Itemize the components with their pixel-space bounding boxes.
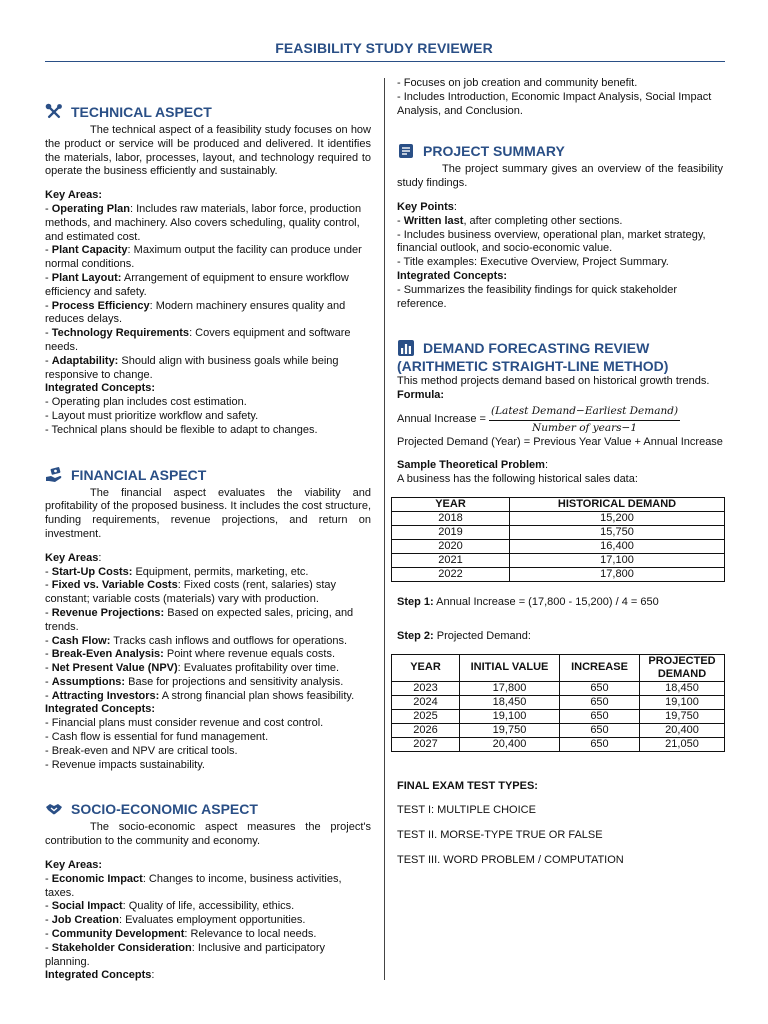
right-column	[397, 77, 723, 868]
table-header: INCREASE	[560, 654, 640, 681]
financial-key-area-item-term: Fixed vs. Variable Costs	[51, 579, 178, 592]
financial-key-area-item-text: Base for projections and sensitivity analysis.	[125, 675, 344, 688]
financial-key-area-item-text: Fixed costs (rent, salaries) stay constant; variable costs (materials) vary with production.	[45, 579, 337, 606]
projected-row	[392, 737, 725, 751]
table-cell: 650	[560, 709, 640, 723]
technical-key-area-item-term: Process Efficiency	[51, 299, 150, 312]
table-cell: 20,400	[460, 737, 560, 751]
financial-key-area-item-sep: :	[177, 662, 181, 675]
financial-integrated-item: - Cash flow is essential for fund management.	[45, 731, 269, 744]
socio-key-area-item-sep: :	[191, 941, 195, 954]
financial-key-areas-colon: :	[98, 551, 102, 564]
financial-key-area-item-text: A strong financial plan shows feasibility.	[159, 689, 355, 702]
socio-integrated-item: - Includes Introduction, Economic Impact Analysis, Social Impact Analysis, and Conclusion.	[397, 90, 712, 117]
technical-key-areas-label: Key Areas:	[45, 189, 103, 202]
summary-heading	[397, 142, 723, 160]
table-cell: 19,100	[640, 695, 725, 709]
document-icon	[397, 142, 415, 160]
historical-row	[392, 567, 725, 581]
table-cell: 2022	[392, 567, 510, 581]
summary-key-points-colon: :	[453, 200, 457, 213]
financial-key-area-item-term: Assumptions:	[51, 675, 126, 688]
socio-key-area-item-term: Economic Impact	[51, 872, 143, 885]
socio-key-area-item-term: Community Development	[51, 928, 185, 941]
technical-integrated-label: Integrated Concepts:	[45, 382, 156, 395]
formula-numerator: (Latest Demand−Earliest Demand)	[489, 405, 680, 421]
formula-label: Formula:	[397, 389, 445, 402]
socio-integrated-item: - Focuses on job creation and community benefit.	[397, 77, 638, 89]
exam-test-item: TEST I: MULTIPLE CHOICE	[397, 804, 536, 817]
financial-key-area-item: - Break-Even Analysis: Point where revenue equals costs.	[45, 648, 336, 661]
table-cell: 17,800	[460, 681, 560, 695]
socio-key-area-item: - Community Development: Relevance to local needs.	[45, 928, 317, 941]
handshake-icon	[45, 800, 63, 818]
socio-key-area-item-term: Social Impact	[51, 900, 123, 913]
technical-intro: The technical aspect of a feasibility study focuses on how the product or service will be produced and delivered. It identifies the materials, labor, processes, layout, and technology required to operate the business efficiently and sustainably.	[45, 124, 371, 178]
table-cell: 19,750	[460, 723, 560, 737]
table-cell: 2019	[392, 525, 510, 539]
socio-key-areas-label: Key Areas:	[45, 859, 103, 872]
sample-problem-text: A business has the following historical sales data:	[397, 473, 638, 486]
annual-increase-label: Annual Increase =	[397, 413, 486, 426]
summary-integrated-label: Integrated Concepts:	[397, 269, 508, 282]
socio-integrated-list	[397, 77, 723, 118]
historical-row	[392, 525, 725, 539]
step1-text: Annual Increase = (17,800 - 15,200) / 4 = 650	[433, 595, 659, 608]
financial-key-areas-label: Key Areas	[45, 551, 99, 564]
title-divider	[45, 61, 725, 62]
forecast-heading-line1: DEMAND FORECASTING REVIEW	[423, 340, 650, 357]
technical-heading	[45, 103, 371, 121]
financial-key-area-item: - Assumptions: Base for projections and sensitivity analysis.	[45, 675, 344, 688]
money-hand-icon	[45, 466, 63, 484]
historical-row	[392, 553, 725, 567]
technical-key-area-item: - Plant Capacity: Maximum output the facility can produce under normal conditions.	[45, 244, 362, 271]
financial-integrated-list	[45, 717, 371, 772]
exam-test-list	[397, 804, 723, 867]
table-cell: 650	[560, 723, 640, 737]
table-cell: 2027	[392, 737, 460, 751]
step2-text: Projected Demand:	[433, 629, 531, 642]
financial-key-area-item: - Net Present Value (NPV): Evaluates profitability over time.	[45, 662, 340, 675]
financial-key-area-item-text: Based on expected sales, pricing, and trends.	[45, 606, 354, 633]
sample-problem-colon: :	[544, 459, 548, 472]
technical-key-area-item-term: Adaptability:	[51, 354, 119, 367]
technical-key-area-item: - Plant Layout: Arrangement of equipment to ensure workflow efficiency and safety.	[45, 271, 349, 298]
table-cell: 21,050	[640, 737, 725, 751]
technical-key-area-item-text: Covers equipment and software needs.	[45, 327, 351, 353]
technical-key-area-item: - Technology Requirements: Covers equipment and software needs.	[45, 327, 351, 353]
historical-row	[392, 511, 725, 525]
step2-label: Step 2:	[397, 629, 434, 642]
table-cell: 650	[560, 737, 640, 751]
table-cell: 16,400	[510, 539, 725, 553]
socio-key-areas-list	[45, 873, 371, 970]
forecast-intro: This method projects demand based on historical growth trends.	[397, 375, 710, 388]
projected-demand-table	[391, 654, 725, 752]
financial-key-area-item-term: Attracting Investors:	[51, 689, 160, 702]
socio-heading	[45, 800, 371, 818]
table-cell: 20,400	[640, 723, 725, 737]
socio-key-area-item-sep: :	[142, 872, 146, 885]
socio-key-area-item-text: Evaluates employment opportunities.	[122, 914, 306, 927]
step1-label: Step 1:	[397, 595, 434, 608]
technical-key-area-item-term: Plant Layout:	[51, 271, 122, 284]
exam-test-item: TEST II. MORSE-TYPE TRUE OR FALSE	[397, 829, 603, 842]
exam-test-item: TEST III. WORD PROBLEM / COMPUTATION	[397, 853, 624, 866]
financial-key-area-item-sep: :	[177, 579, 181, 592]
technical-key-area-item-text: Maximum output the facility can produce under normal conditions.	[45, 244, 362, 271]
technical-key-area-item: - Adaptability: Should align with business goals while being responsive to change.	[45, 354, 339, 381]
table-cell: 18,450	[460, 695, 560, 709]
socio-key-area-item-text: Relevance to local needs.	[187, 928, 317, 941]
table-cell: 2020	[392, 539, 510, 553]
table-cell: 15,200	[510, 511, 725, 525]
technical-integrated-item: - Operating plan includes cost estimation.	[45, 396, 247, 409]
socio-key-area-item: - Economic Impact: Changes to income, business activities, taxes.	[45, 872, 342, 899]
exam-heading: FINAL EXAM TEST TYPES:	[397, 779, 538, 792]
socio-key-area-item-sep: :	[122, 900, 126, 913]
financial-key-area-item: - Cash Flow: Tracks cash inflows and outflows for operations.	[45, 634, 348, 647]
table-cell: 17,100	[510, 553, 725, 567]
table-cell: 15,750	[510, 525, 725, 539]
financial-key-area-item-term: Break-Even Analysis:	[51, 648, 164, 661]
financial-integrated-item: - Break-even and NPV are critical tools.	[45, 744, 238, 757]
socio-integrated-label: Integrated Concepts	[45, 969, 152, 982]
technical-key-area-item-term: Operating Plan	[51, 202, 130, 215]
historical-demand-table	[391, 497, 725, 582]
historical-row	[392, 539, 725, 553]
summary-heading-text: PROJECT SUMMARY	[423, 143, 565, 160]
technical-key-area-item-text: Includes raw materials, labor force, production methods, and machinery. Also covers scheduling, quality control, and estimated cost.	[45, 202, 362, 243]
financial-heading-text: FINANCIAL ASPECT	[71, 466, 207, 483]
formula-denominator: Number of years−1	[532, 421, 638, 434]
socio-key-area-item-text: Changes to income, business activities, taxes.	[45, 872, 342, 899]
financial-integrated-item: - Revenue impacts sustainability.	[45, 758, 205, 771]
technical-key-area-item-text: Should align with business goals while being responsive to change.	[45, 354, 339, 381]
table-cell: 2026	[392, 723, 460, 737]
socio-key-area-item-term: Stakeholder Consideration	[51, 941, 192, 954]
financial-integrated-item: - Financial plans must consider revenue and cost control.	[45, 717, 324, 730]
table-cell: 650	[560, 695, 640, 709]
table-cell: 19,100	[460, 709, 560, 723]
financial-heading	[45, 466, 371, 484]
financial-intro: The financial aspect evaluates the viability and profitability of the proposed business. It includes the cost structure, funding requirements, revenue projections, and return on investment.	[45, 486, 371, 540]
financial-key-area-item-text: Point where revenue equals costs.	[163, 648, 336, 661]
summary-written-last-term: Written last	[403, 214, 464, 227]
table-header: YEAR	[392, 497, 510, 511]
financial-key-area-item-text: Tracks cash inflows and outflows for operations.	[110, 634, 348, 647]
financial-key-areas-list	[45, 566, 371, 704]
projected-header-row	[392, 654, 725, 681]
summary-intro: The project summary gives an overview of the feasibility study findings.	[397, 163, 723, 190]
socio-key-area-item-text: Inclusive and participatory planning.	[45, 941, 326, 968]
technical-key-area-item-sep: :	[129, 202, 134, 215]
tools-icon	[45, 103, 63, 121]
table-cell: 19,750	[640, 709, 725, 723]
technical-key-area-item-sep: :	[189, 327, 193, 340]
table-cell: 2018	[392, 511, 510, 525]
technical-integrated-item: - Layout must prioritize workflow and safety.	[45, 409, 259, 422]
financial-key-area-item-term: Start-Up Costs:	[51, 565, 133, 578]
financial-key-area-item: - Attracting Investors: A strong financial plan shows feasibility.	[45, 689, 355, 702]
technical-key-area-item-text: Arrangement of equipment to ensure workflow efficiency and safety.	[45, 271, 349, 298]
summary-integrated-list	[397, 284, 723, 312]
summary-key-points-label: Key Points	[397, 200, 454, 213]
financial-key-area-item: - Revenue Projections: Based on expected sales, pricing, and trends.	[45, 606, 354, 633]
projected-row	[392, 723, 725, 737]
table-header: YEAR	[392, 654, 460, 681]
socio-key-area-item: - Job Creation: Evaluates employment opportunities.	[45, 914, 306, 927]
technical-key-area-item-sep: :	[149, 299, 153, 312]
financial-key-area-item-text: Equipment, permits, marketing, etc.	[132, 565, 309, 578]
technical-integrated-item: - Technical plans should be flexible to adapt to changes.	[45, 423, 318, 436]
annual-increase-formula	[397, 405, 723, 436]
technical-key-area-item: - Operating Plan: Includes raw materials, labor force, production methods, and machinery. Also covers scheduling, quality control, and estimated cost.	[45, 202, 362, 243]
technical-heading-text: TECHNICAL ASPECT	[71, 104, 212, 120]
financial-key-area-item-term: Revenue Projections:	[51, 606, 165, 619]
table-header: HISTORICAL DEMAND	[510, 497, 725, 511]
summary-point: - Title examples: Executive Overview, Project Summary.	[397, 256, 669, 269]
summary-point: - Includes business overview, operational plan, market strategy, financial outlook, and socio-economic value.	[397, 228, 706, 255]
summary-points-list	[397, 229, 723, 270]
financial-key-area-item: - Start-Up Costs: Equipment, permits, marketing, etc.	[45, 565, 309, 578]
socio-key-area-item-text: Quality of life, accessibility, ethics.	[125, 900, 295, 913]
technical-key-area-item-term: Plant Capacity	[51, 244, 128, 257]
socio-key-area-item-term: Job Creation	[51, 914, 119, 927]
table-cell: 2025	[392, 709, 460, 723]
forecast-heading-line2: (ARITHMETIC STRAIGHT-LINE METHOD)	[397, 358, 669, 375]
financial-key-area-item-term: Cash Flow:	[51, 634, 111, 647]
step1	[397, 596, 723, 610]
table-cell: 17,800	[510, 567, 725, 581]
technical-key-area-item-text: Modern machinery ensures quality and reduces delays.	[45, 299, 346, 326]
financial-key-area-item: - Fixed vs. Variable Costs: Fixed costs (rent, salaries) stay constant; variable costs (materials) vary with production.	[45, 579, 337, 606]
table-header: INITIAL VALUE	[460, 654, 560, 681]
technical-key-areas-list	[45, 203, 371, 382]
projected-row	[392, 681, 725, 695]
table-cell: 2023	[392, 681, 460, 695]
sample-problem-label: Sample Theoretical Problem	[397, 459, 545, 472]
financial-key-area-item-term: Net Present Value (NPV)	[51, 662, 178, 675]
formula-fraction	[489, 405, 680, 436]
technical-key-area-item: - Process Efficiency: Modern machinery ensures quality and reduces delays.	[45, 299, 346, 326]
socio-heading-text: SOCIO-ECONOMIC ASPECT	[71, 801, 258, 818]
table-cell: 650	[560, 681, 640, 695]
projected-demand-formula: Projected Demand (Year) = Previous Year Value + Annual Increase	[397, 435, 723, 448]
socio-intro: The socio-economic aspect measures the project's contribution to the community and economy.	[45, 821, 371, 848]
page-title: FEASIBILITY STUDY REVIEWER	[275, 40, 493, 56]
table-header: PROJECTED DEMAND	[640, 654, 725, 681]
projected-row	[392, 695, 725, 709]
socio-integrated-colon: :	[151, 969, 155, 982]
socio-key-area-item: - Social Impact: Quality of life, accessibility, ethics.	[45, 900, 295, 913]
projected-row	[392, 709, 725, 723]
socio-key-area-item-sep: :	[118, 914, 123, 927]
bar-chart-icon	[397, 339, 415, 357]
technical-key-area-item-term: Technology Requirements	[51, 327, 190, 340]
column-divider	[384, 78, 385, 980]
socio-key-area-item-sep: :	[184, 928, 188, 941]
left-column	[45, 103, 371, 983]
financial-integrated-label: Integrated Concepts:	[45, 703, 156, 716]
table-cell: 2024	[392, 695, 460, 709]
table-cell: 2021	[392, 553, 510, 567]
summary-written-last-text: , after completing other sections.	[463, 214, 623, 227]
technical-key-area-item-sep: :	[127, 244, 131, 257]
step2	[397, 630, 723, 644]
financial-key-area-item-text: Evaluates profitability over time.	[180, 662, 340, 675]
socio-key-area-item: - Stakeholder Consideration: Inclusive and participatory planning.	[45, 941, 326, 968]
historical-header-row	[392, 497, 725, 511]
forecast-heading	[397, 339, 723, 357]
summary-integrated-item: - Summarizes the feasibility findings for quick stakeholder reference.	[397, 283, 678, 310]
technical-integrated-list	[45, 396, 371, 437]
table-cell: 18,450	[640, 681, 725, 695]
summary-written-last: - Written last, after completing other sections.	[397, 214, 623, 227]
